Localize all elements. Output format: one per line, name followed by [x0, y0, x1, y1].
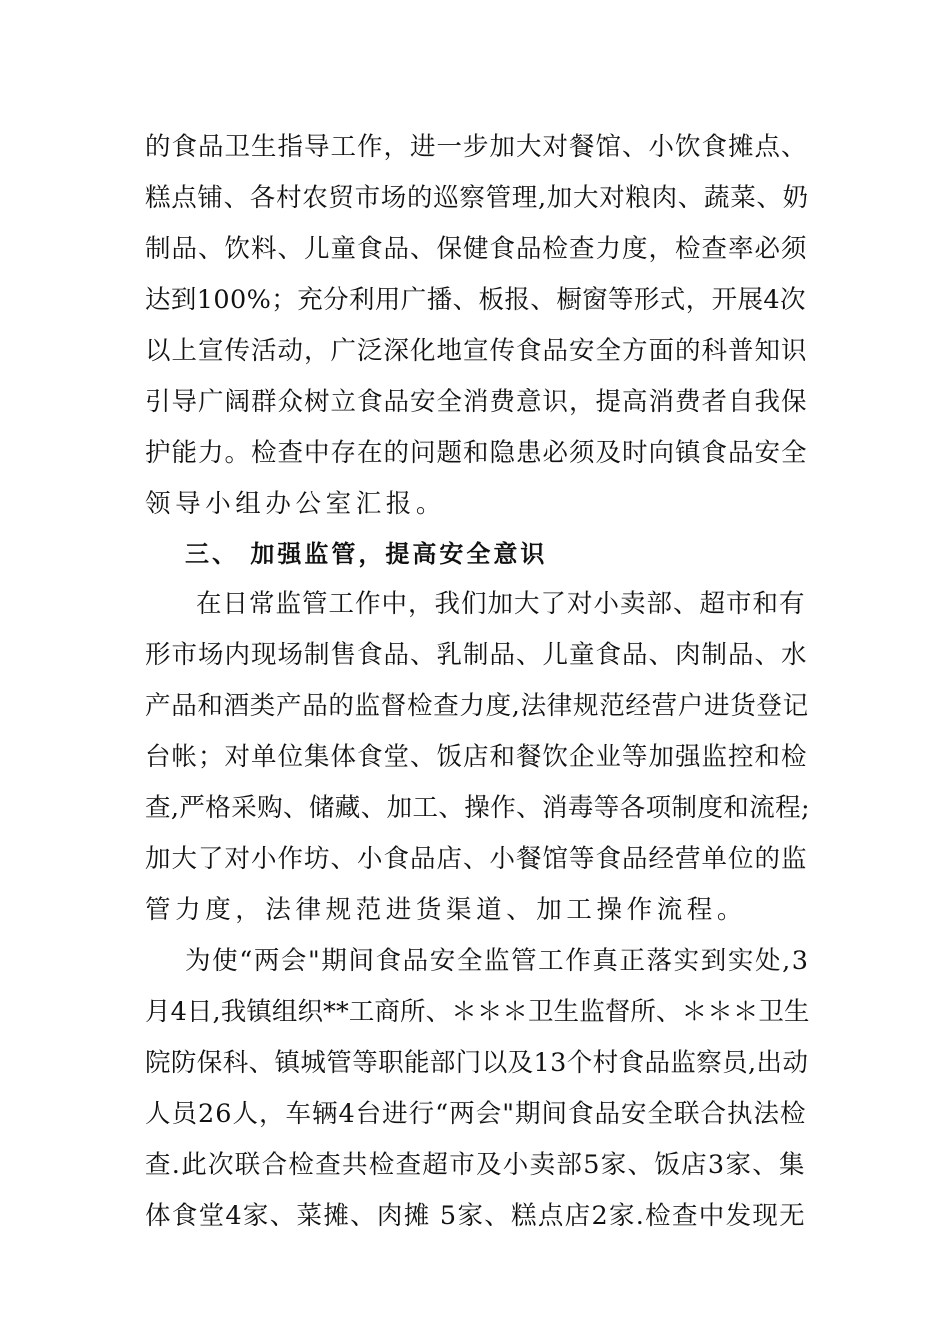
paragraph-line: 在日常监管工作中，我们加大了对小卖部、超市和有 — [196, 589, 806, 619]
paragraph-line: 制品、饮料、儿童食品、保健食品检查力度，检查率必须 — [145, 234, 808, 264]
paragraph-line: 管力度，法律规范进货渠道、加工操作流程。 — [145, 895, 748, 925]
paragraph-line: 查.此次联合检查共检查超市及小卖部5家、饭店3家、集 — [145, 1150, 806, 1180]
paragraph-line: 的食品卫生指导工作，进一步加大对餐馆、小饮食摊点、 — [145, 132, 808, 162]
paragraph-line: 领导小组办公室汇报。 — [145, 489, 447, 519]
paragraph-line: 糕点铺、各村农贸市场的巡察管理,加大对粮肉、蔬菜、奶 — [145, 183, 809, 213]
paragraph-line: 引导广阔群众树立食品安全消费意识，提高消费者自我保 — [145, 387, 808, 417]
paragraph-line: 达到100%；充分利用广播、板报、橱窗等形式，开展4次 — [145, 285, 806, 315]
paragraph-line: 形市场内现场制售食品、乳制品、儿童食品、肉制品、水 — [145, 640, 808, 670]
section-heading: 三、 加强监管，提高安全意识 — [185, 540, 548, 568]
paragraph-line: 台帐；对单位集体食堂、饭店和餐饮企业等加强监控和检 — [145, 742, 808, 772]
paragraph-line: 护能力。检查中存在的问题和隐患必须及时向镇食品安全 — [145, 438, 808, 468]
paragraph-line: 体食堂4家、菜摊、肉摊 5家、糕点店2家.检查中发现无 — [145, 1201, 806, 1231]
paragraph-line: 加大了对小作坊、小食品店、小餐馆等食品经营单位的监 — [145, 844, 808, 874]
paragraph-line: 查,严格采购、储藏、加工、操作、消毒等各项制度和流程; — [145, 793, 810, 823]
paragraph-line: 为使“两会"期间食品安全监管工作真正落实到实处,3 — [185, 946, 810, 976]
paragraph-line: 人员26人，车辆4台进行“两会"期间食品安全联合执法检 — [145, 1099, 807, 1129]
paragraph-line: 产品和酒类产品的监督检查力度,法律规范经营户进货登记 — [145, 691, 809, 721]
paragraph-line: 院防保科、镇城管等职能部门以及13个村食品监察员,出动 — [145, 1048, 809, 1078]
paragraph-line: 月4日,我镇组织**工商所、＊＊＊卫生监督所、＊＊＊卫生 — [145, 997, 810, 1027]
paragraph-line: 以上宣传活动，广泛深化地宣传食品安全方面的科普知识 — [145, 336, 808, 366]
